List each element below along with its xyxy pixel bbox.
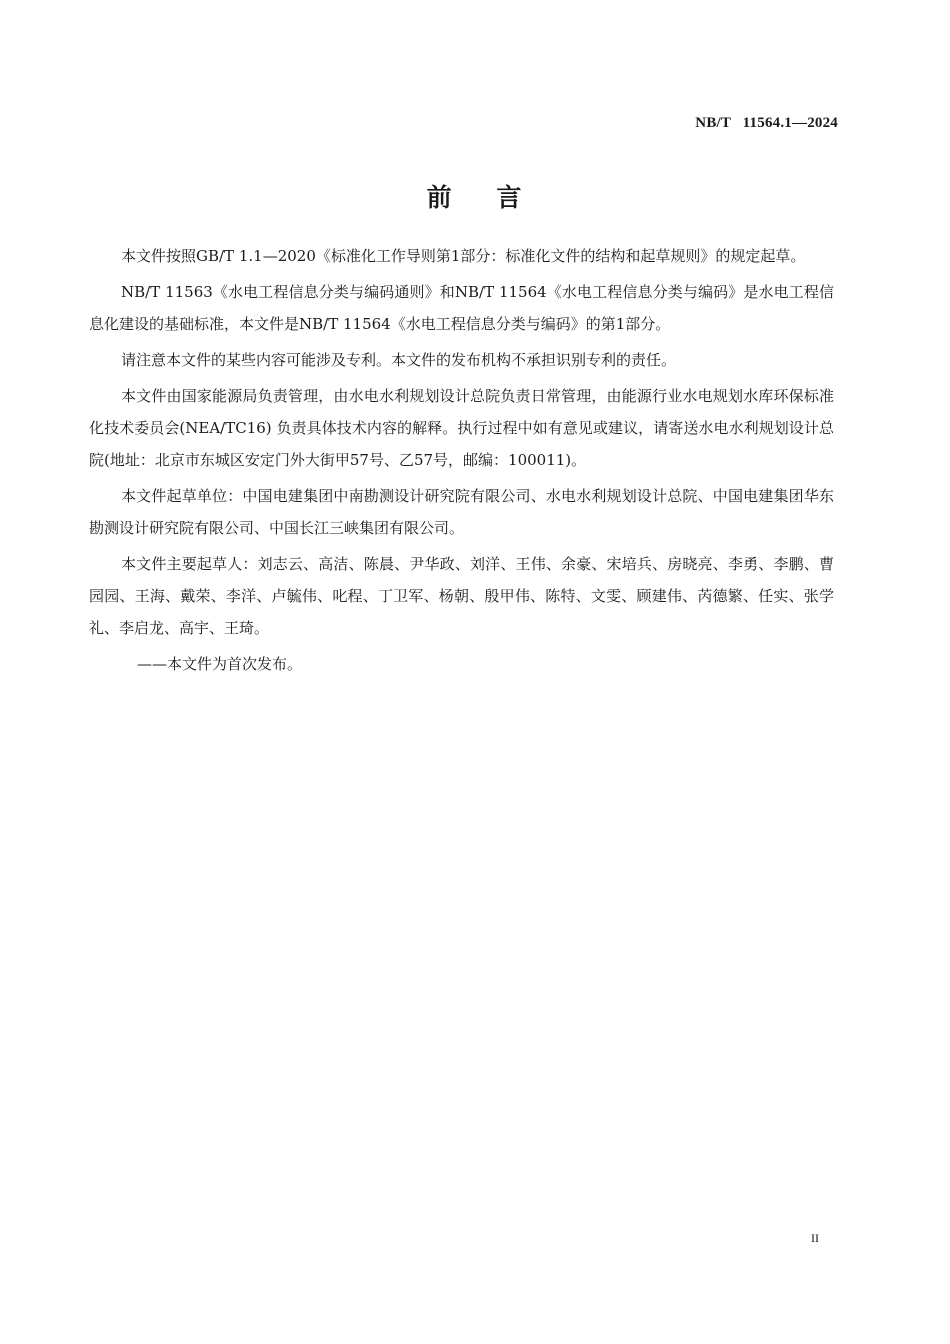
page-number: II (811, 1231, 819, 1245)
paragraph-drafters: 本文件主要起草人：刘志云、高洁、陈晨、尹华政、刘洋、王伟、余豪、宋培兵、房晓亮、李勇、李鹏、曹园园、王海、戴荣、李洋、卢毓伟、叱程、丁卫军、杨朝、殷甲伟、陈特、文雯、顾建伟、芮德繁、任实、张学礼、李启龙、高宇、王琦。 (89, 555, 834, 637)
paragraph-standard-series: NB/T 11563《水电工程信息分类与编码通则》和NB/T 11564《水电工程信息分类与编码》是水电工程信息化建设的基础标准，本文件是NB/T 11564《水电工程信息分类与编码》的第1部分。 (89, 283, 834, 333)
paragraph-drafting-rules: 本文件按照GB/T 1.1—2020《标准化工作导则第1部分：标准化文件的结构和起草规则》的规定起草。 (121, 247, 806, 265)
standard-code: NB/T 11564.1—2024 (695, 115, 838, 131)
paragraph-patent-notice: 请注意本文件的某些内容可能涉及专利。本文件的发布机构不承担识别专利的责任。 (121, 351, 677, 369)
paragraph-management: 本文件由国家能源局负责管理，由水电水利规划设计总院负责日常管理，由能源行业水电规划水库环保标准化技术委员会(NEA/TC16) 负责具体技术内容的解释。执行过程中如有意见或建议，请寄送水电水利规划设计总院(地址：北京市东城区安定门外大街甲57号、乙57号，邮编：100011)。 (89, 387, 834, 469)
foreword-body (89, 240, 834, 684)
paragraph-first-release: ——本文件为首次发布。 (137, 655, 303, 673)
page-title: 前 言 (426, 183, 524, 212)
paragraph-drafting-units: 本文件起草单位：中国电建集团中南勘测设计研究院有限公司、水电水利规划设计总院、中国电建集团华东勘测设计研究院有限公司、中国长江三峡集团有限公司。 (89, 487, 834, 537)
